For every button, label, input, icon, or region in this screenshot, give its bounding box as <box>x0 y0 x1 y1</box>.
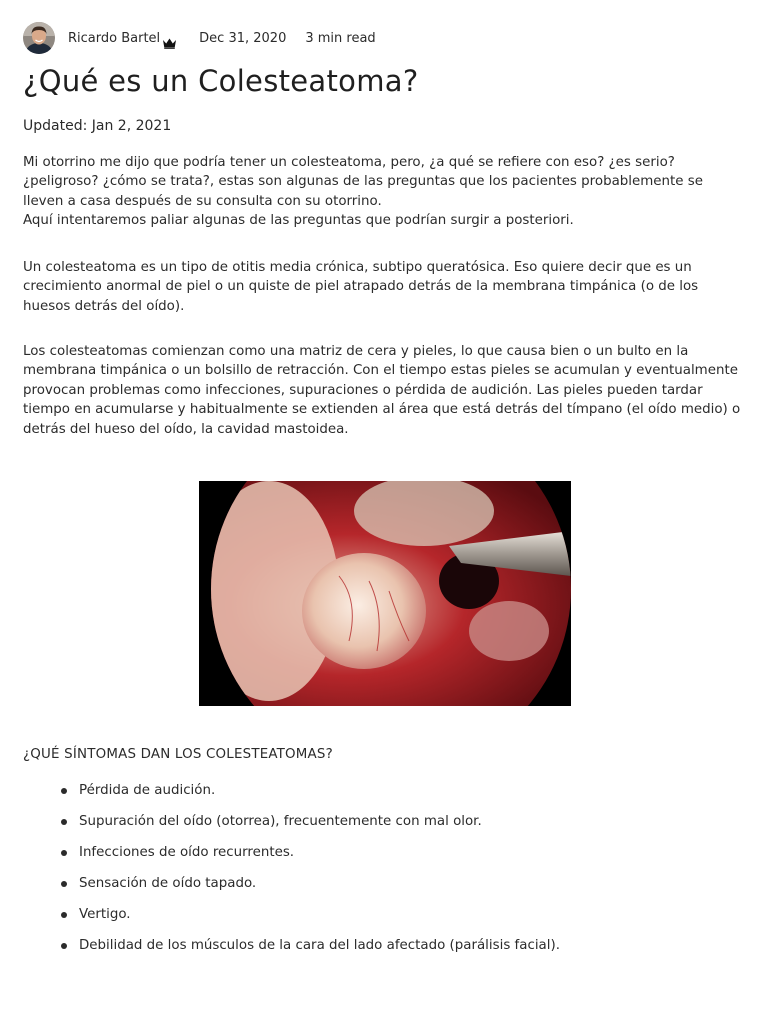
symptoms-heading: ¿QUÉ SÍNTOMAS DAN LOS COLESTEATOMAS? <box>23 747 333 762</box>
symptom-text: Vertigo. <box>79 907 131 922</box>
symptom-text: Pérdida de audición. <box>79 783 216 798</box>
post-title: ¿Qué es un Colesteatoma? <box>23 64 419 98</box>
symptom-text: Sensación de oído tapado. <box>79 876 257 891</box>
paragraph-intro-followup: Aquí intentaremos paliar algunas de las preguntas que podrían surgir a posteriori. <box>23 213 574 229</box>
author-name[interactable]: Ricardo Bartel <box>68 30 161 46</box>
bullet-icon <box>61 788 67 794</box>
list-item <box>0 874 768 905</box>
author-avatar[interactable] <box>23 22 55 54</box>
symptom-text: Supuración del oído (otorrea), frecuentemente con mal olor. <box>79 814 482 829</box>
list-item <box>0 812 768 843</box>
otoscopy-photo <box>199 481 571 706</box>
list-item <box>0 781 768 812</box>
avatar-image <box>23 22 55 54</box>
otoscopy-image[interactable] <box>199 481 571 706</box>
paragraph-intro-text: Mi otorrino me dijo que podría tener un colesteatoma, pero, ¿a qué se refiere con eso? ¿es serio? ¿peligroso? ¿cómo se trata?, estas son algunas de las preguntas que los pacientes probablemente se lleven a casa después de su consulta con su otorrino. <box>23 155 703 209</box>
bullet-icon <box>61 850 67 856</box>
list-item <box>0 843 768 874</box>
symptom-text: Debilidad de los músculos de la cara del lado afectado (parálisis facial). <box>79 938 560 953</box>
list-item <box>0 905 768 936</box>
updated-date: Updated: Jan 2, 2021 <box>23 118 172 134</box>
post-meta <box>23 22 376 54</box>
crown-icon <box>162 34 177 46</box>
paragraph-description: Los colesteatomas comienzan como una matriz de cera y pieles, lo que causa bien o un bulto en la membrana timpánica o un bolsillo de retracción. Con el tiempo estas pieles se acumulan y eventualmente provocan problemas como infecciones, supuraciones o pérdida de audición. Las pieles pueden tardar tiempo en acumularse y habitualmente se extienden al área que está detrás del tímpano (el oído medio) o detrás del hueso del oído, la cavidad mastoidea. <box>23 344 741 437</box>
symptoms-list <box>0 781 768 967</box>
paragraph-definition: Un colesteatoma es un tipo de otitis media crónica, subtipo queratósica. Eso quiere decir que es un crecimiento anormal de piel o un quiste de piel atrapado detrás de la membrana timpánica (o de los huesos detrás del oído). <box>23 260 699 314</box>
read-time: 3 min read <box>305 30 376 46</box>
bullet-icon <box>61 881 67 887</box>
symptom-text: Infecciones de oído recurrentes. <box>79 845 295 860</box>
bullet-icon <box>61 912 67 918</box>
paragraph-intro <box>23 153 745 231</box>
bullet-icon <box>61 943 67 949</box>
bullet-icon <box>61 819 67 825</box>
list-item <box>0 936 768 967</box>
post-date: Dec 31, 2020 <box>199 30 287 46</box>
